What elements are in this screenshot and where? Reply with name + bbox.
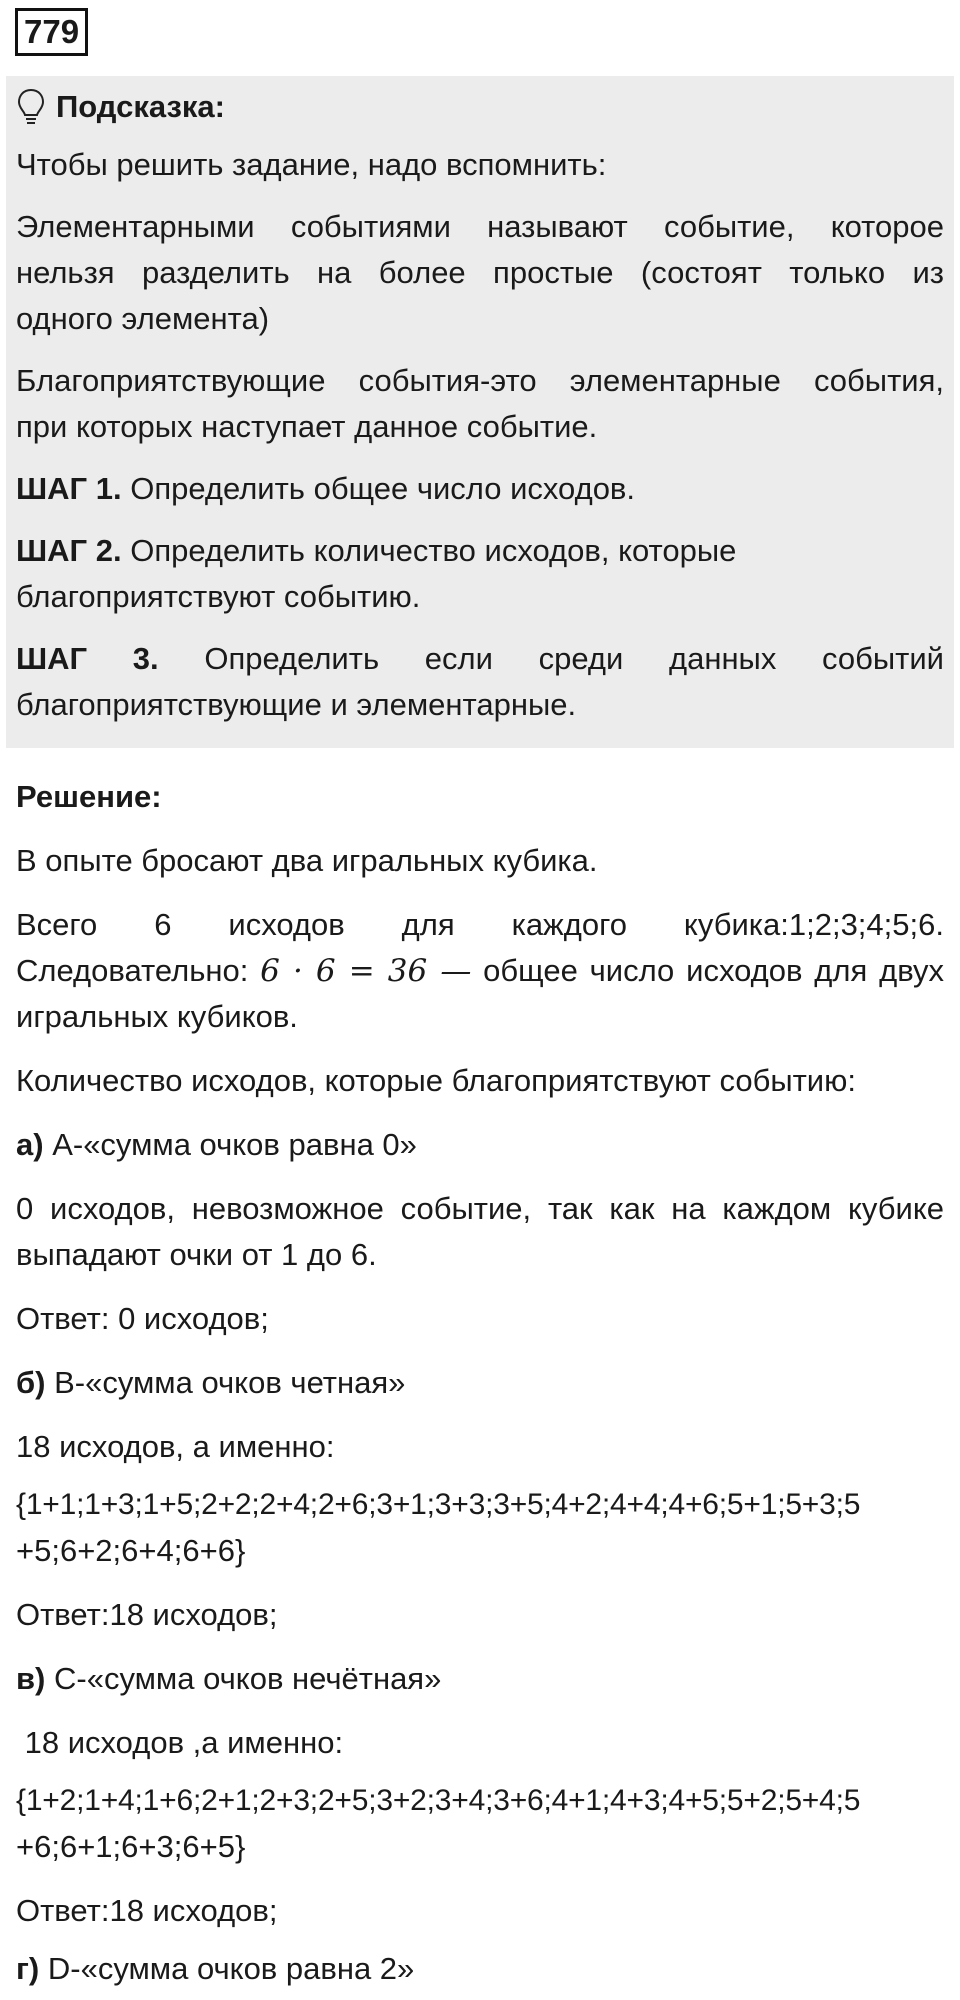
hint-def2-line2: при которых наступает данное событие. — [16, 409, 598, 444]
part-d-text: D-«сумма очков равна 2» — [39, 1951, 415, 1986]
solution-line2b — [16, 948, 944, 994]
part-b-label: б) — [16, 1365, 46, 1400]
hint-step3-line2: благоприятствующие и элементарные. — [16, 687, 577, 722]
solution-line1: В опыте бросают два игральных кубика. — [16, 843, 598, 878]
part-c-line3: +6;6+1;6+3;6+5} — [16, 1829, 246, 1864]
hint-step2-line2: благоприятствуют событию. — [16, 579, 421, 614]
hint-title-text: Подсказка: — [56, 89, 225, 124]
part-a-text: А-«сумма очков равна 0» — [43, 1127, 417, 1162]
hint-intro: Чтобы решить задание, надо вспомнить: — [16, 147, 607, 182]
hint-def1-line1: Элементарными событиями называют событие, которое — [16, 209, 944, 244]
part-c-text: С-«сумма очков нечётная» — [45, 1661, 442, 1696]
hint-title — [16, 84, 225, 130]
step1-text: Определить общее число исходов. — [121, 471, 636, 506]
hint-box — [6, 76, 954, 748]
hint-def1-line2: нельзя разделить на более простые (состоят только из — [16, 255, 944, 290]
line2b-prefix: Следовательно: — [16, 953, 261, 988]
part-c-heading — [16, 1656, 944, 1702]
step1-label: ШАГ 1. — [16, 471, 122, 506]
part-a-heading — [16, 1122, 944, 1168]
solution-line2a: Всего 6 исходов для каждого кубика:1;2;3;4;5;6. — [16, 907, 944, 942]
part-b-heading — [16, 1360, 944, 1406]
line2b-suffix: общее число исходов для двух — [471, 953, 944, 988]
step2-text: Определить количество исходов, которые — [121, 533, 737, 568]
part-c-label: в) — [16, 1661, 46, 1696]
lightbulb-icon — [16, 87, 46, 127]
part-c-answer: Ответ:18 исходов; — [16, 1893, 278, 1928]
part-c-line1: 18 исходов ,а именно: — [16, 1725, 344, 1760]
part-b-line1: 18 исходов, а именно: — [16, 1429, 335, 1464]
part-b-line2: {1+1;1+3;1+5;2+2;2+4;2+6;3+1;3+3;3+5;4+2;4+4;4+6;5+1;5+3;5 — [16, 1488, 861, 1521]
part-d-label: г) — [16, 1951, 40, 1986]
solution-title-text: Решение: — [16, 779, 162, 814]
step3-text: Определить если среди данных событий — [204, 641, 944, 676]
part-a-line1: 0 исходов, невозможное событие, так как на каждом кубике — [16, 1191, 944, 1226]
solution-line2c: игральных кубиков. — [16, 999, 298, 1034]
part-b-answer: Ответ:18 исходов; — [16, 1597, 278, 1632]
task-number: 779 — [15, 8, 88, 56]
part-d-heading — [16, 1946, 944, 1992]
hint-step3 — [16, 636, 944, 682]
solution-title — [16, 774, 944, 820]
hint-def1-line3: одного элемента) — [16, 301, 270, 336]
hint-step1 — [16, 466, 944, 512]
hint-def2-line1: Благоприятствующие события-это элементарные события, — [16, 363, 944, 398]
part-a-line2: выпадают очки от 1 до 6. — [16, 1237, 377, 1272]
math-expression: 6 · 6 = 36 — — [260, 953, 472, 989]
part-a-answer: Ответ: 0 исходов; — [16, 1301, 269, 1336]
part-c-line2: {1+2;1+4;1+6;2+1;2+3;2+5;3+2;3+4;3+6;4+1;4+3;4+5;5+2;5+4;5 — [16, 1784, 861, 1817]
part-a-label: а) — [16, 1127, 44, 1162]
step2-label: ШАГ 2. — [16, 533, 122, 568]
step3-label: ШАГ 3. — [16, 641, 159, 676]
part-b-line3: +5;6+2;6+4;6+6} — [16, 1533, 246, 1568]
part-b-text: В-«сумма очков четная» — [45, 1365, 406, 1400]
solution-line3: Количество исходов, которые благоприятствуют событию: — [16, 1063, 856, 1098]
hint-step2 — [16, 528, 944, 574]
